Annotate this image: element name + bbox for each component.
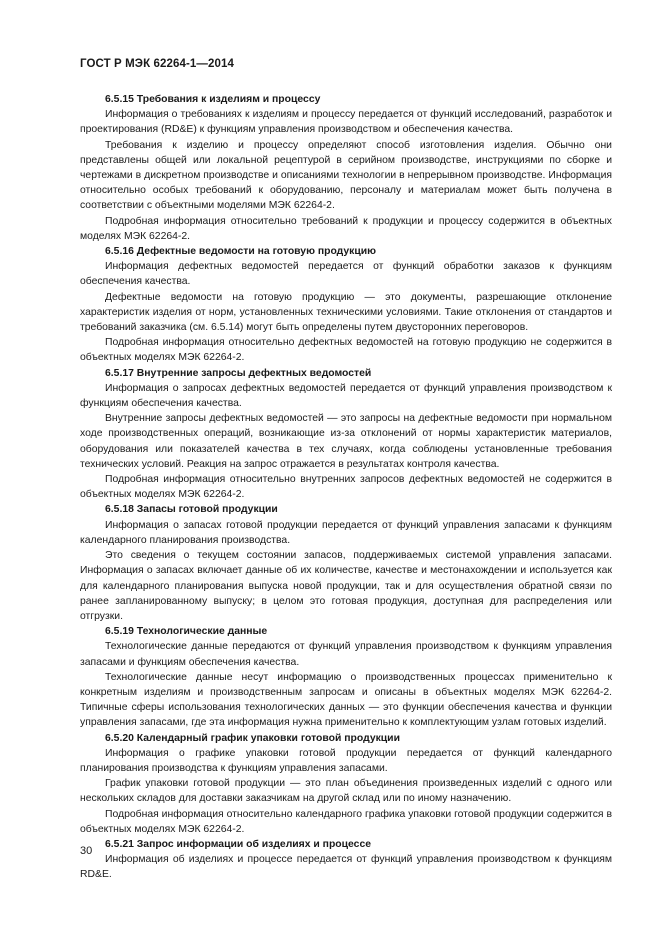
section-heading: 6.5.19 Технологические данные — [105, 626, 268, 638]
paragraph: Информация об изделиях и процессе передается от функций управления производством к функциям RD&E. — [80, 854, 612, 881]
paragraph: Подробная информация относительно требований к продукции и процессу содержится в объектных моделях МЭК 62264-2. — [80, 215, 612, 242]
paragraph: Информация о запросах дефектных ведомостей передается от функций управления производством к функциям обеспечения качества. — [80, 382, 612, 410]
paragraph: Информация о требованиях к изделиям и процессу передается от функций исследований, разработок и проектирования (RD&E) к функциям управления производством и обеспечения качества. — [80, 109, 612, 136]
paragraph: Информация о графике упаковки готовой продукции передается от функций календарного планирования производства к функциям управления запасами. — [80, 747, 612, 774]
section-heading: 6.5.21 Запрос информации об изделиях и процессе — [105, 838, 372, 850]
paragraph: Дефектные ведомости на готовую продукцию — это документы, разрешающие отклонение характеристик изделия от норм, установленных техническими условиями. Такие отклонения от стандартов и требований заказчика (см. 6.5.14) могут быть определены путем двусторонних переговоров. — [80, 291, 612, 334]
section-heading: 6.5.20 Календарный график упаковки готовой продукции — [105, 732, 400, 744]
paragraph: Подробная информация относительно календарного графика упаковки готовой продукции содержится в объектных моделях МЭК 62264-2. — [80, 808, 612, 835]
paragraph: Информация о запасах готовой продукции передается от функций управления запасами к функциям календарного планирования производства. — [80, 519, 612, 546]
section-heading: 6.5.16 Дефектные ведомости на готовую продукцию — [105, 246, 377, 258]
document-header: ГОСТ Р МЭК 62264-1—2014 — [80, 58, 234, 70]
paragraph: Внутренние запросы дефектных ведомостей — это запросы на дефектные ведомости при нормальном ходе производственных операций, возникающие из-за отклонений от нормы характеристик материалов, оборудования или показателей качества в тех случаях, когда соблюдены установленные требования технических условий. Реакция на запрос отражается в результатах контроля качества. — [80, 413, 612, 470]
page-number: 30 — [80, 845, 93, 857]
section-heading: 6.5.15 Требования к изделиям и процессу — [105, 94, 321, 105]
paragraph: График упаковки готовой продукции — это план объединения произведенных изделий с одного или нескольких складов для доставки заказчикам на другой склад или по иному назначению. — [80, 778, 612, 805]
paragraph: Подробная информация относительно внутренних запросов дефектных ведомостей не содержится в объектных моделях МЭК 62264-2. — [80, 474, 612, 501]
section-heading: 6.5.18 Запасы готовой продукции — [105, 504, 278, 516]
section-heading: 6.5.17 Внутренние запросы дефектных ведомостей — [105, 367, 372, 379]
paragraph: Информация дефектных ведомостей передается от функций обработки заказов к функциям обеспечения качества. — [80, 261, 612, 288]
document-body — [80, 92, 612, 883]
paragraph: Технологические данные передаются от функций управления производством к функциям управления запасами и функциям обеспечения качества. — [80, 641, 612, 668]
paragraph: Подробная информация относительно дефектных ведомостей на готовую продукцию не содержится в объектных моделях МЭК 62264-2. — [80, 337, 612, 364]
paragraph: Это сведения о текущем состоянии запасов, поддерживаемых системой управления запасами. Информация о запасах включает данные об их количестве, качестве и местонахождении и используется как для календарного планирования выпуска новой продукции, так и для осуществления обратной связи по ранее запланированному выпуску; в целом это готовая продукция, доступная для распределения или отгрузки. — [80, 550, 612, 622]
paragraph: Требования к изделию и процессу определяют способ изготовления изделия. Обычно они представлены общей или локальной рецептурой в серийном производстве, инструкциями по сборке и чертежами в дискретном производстве и описаниями технологии в непрерывном производстве. Информация относительно особых требований к оборудованию, персоналу и материалам может быть получена в соответствии с объектными моделями МЭК 62264-2. — [80, 139, 612, 212]
paragraph: Технологические данные несут информацию о производственных процессах применительно к конкретным изделиям и производственным запросам и описаны в объектных моделях МЭК 62264-2. Типичные сферы использования технологических данных — это функции обеспечения качества и функции управления запасами, где эта информация нужна применительно к комплектующим узлам готовых изделий. — [80, 671, 612, 729]
